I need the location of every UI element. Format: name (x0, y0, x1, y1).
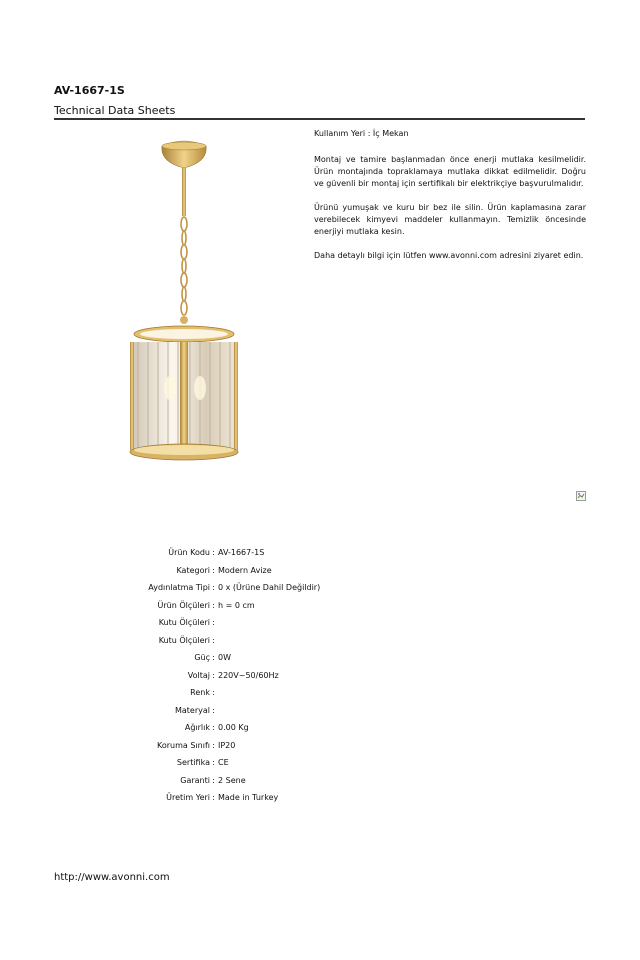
spec-separator: : (212, 723, 215, 733)
spec-label: Ürün Ölçüleri (157, 600, 210, 610)
spec-value: 0W (218, 653, 231, 663)
spec-separator: : (212, 740, 215, 750)
cleaning-paragraph: Ürünü yumuşak ve kuru bir bez ile silin. Ürün kaplamasına zarar verebilecek kimyevi maddeler kullanmayın. Temizlik öncesinde enerjiyi mutlaka kesin. (314, 203, 586, 236)
spec-row-product-dimensions (60, 597, 460, 615)
spec-row-box-dimensions (60, 614, 460, 632)
usage-description (314, 128, 586, 274)
spec-value: AV-1667-1S (218, 548, 265, 558)
spec-separator: : (212, 565, 215, 575)
spec-row-origin (60, 789, 460, 807)
spec-label: Ağırlık (184, 723, 210, 733)
spec-label: Renk (190, 688, 210, 698)
spec-separator: : (212, 670, 215, 680)
spec-value: IP20 (218, 740, 236, 750)
spec-label: Kutu Ölçüleri (158, 618, 210, 628)
footer-website-url: http://www.avonni.com (54, 872, 170, 883)
spec-label: Güç (194, 653, 210, 663)
spec-label: Aydınlatma Tipi (148, 583, 210, 593)
spec-separator: : (212, 775, 215, 785)
spec-table (60, 544, 460, 807)
header-divider (54, 118, 585, 120)
safety-paragraph: Montaj ve tamire başlanmadan önce enerji mutlaka kesilmelidir. Ürün montajında topraklamaya mutlaka dikkat edilmelidir. Doğru ve güvenli bir montaj için sertifikalı bir elektrikçiye başvurulmalıdır. (314, 155, 586, 188)
spec-label: Üretim Yeri (166, 793, 210, 803)
spec-value: 0 x (Ürüne Dahil Değildir) (218, 583, 321, 593)
spec-label: Materyal (174, 705, 210, 715)
spec-row-voltage (60, 667, 460, 685)
spec-row-lighting-type (60, 579, 460, 597)
spec-label: Kategori (176, 565, 210, 575)
spec-separator: : (212, 758, 215, 768)
usage-location: Kullanım Yeri : İç Mekan (314, 129, 409, 138)
spec-row-warranty (60, 772, 460, 790)
spec-separator: : (212, 600, 215, 610)
spec-row-category (60, 562, 460, 580)
spec-value: 220V~50/60Hz (218, 670, 279, 680)
spec-row-box-dimensions-2 (60, 632, 460, 650)
spec-row-weight (60, 719, 460, 737)
spec-row-certificate (60, 754, 460, 772)
spec-value: Modern Avize (218, 565, 272, 575)
datasheet-header (54, 84, 585, 118)
spec-label: Garanti (180, 775, 210, 785)
spec-separator: : (212, 548, 215, 558)
spec-separator: : (212, 635, 215, 645)
spec-row-product-code (60, 544, 460, 562)
spec-separator: : (212, 705, 215, 715)
spec-separator: : (212, 653, 215, 663)
spec-label: Voltaj (187, 670, 210, 680)
page-subtitle: Technical Data Sheets (54, 104, 176, 117)
spec-row-power (60, 649, 460, 667)
chandelier-product-image (122, 138, 244, 470)
spec-value: 2 Sene (218, 775, 246, 785)
spec-value: 0.00 Kg (218, 723, 249, 733)
spec-separator: : (212, 583, 215, 593)
spec-row-color (60, 684, 460, 702)
product-code-title: AV-1667-1S (54, 84, 125, 97)
spec-value: Made in Turkey (218, 793, 279, 803)
spec-value: CE (218, 758, 229, 768)
spec-row-protection-class (60, 737, 460, 755)
spec-row-material (60, 702, 460, 720)
spec-label: Sertifika (176, 758, 210, 768)
broken-image-icon (576, 491, 586, 501)
spec-label: Kutu Ölçüleri (158, 635, 210, 645)
spec-separator: : (212, 793, 215, 803)
spec-separator: : (212, 618, 215, 628)
spec-label: Koruma Sınıfı (157, 740, 210, 750)
more-info-paragraph: Daha detaylı bilgi için lütfen www.avonni.com adresini ziyaret edin. (314, 251, 584, 260)
spec-label: Ürün Kodu (168, 548, 210, 558)
spec-separator: : (212, 688, 215, 698)
spec-value: h = 0 cm (218, 600, 255, 610)
